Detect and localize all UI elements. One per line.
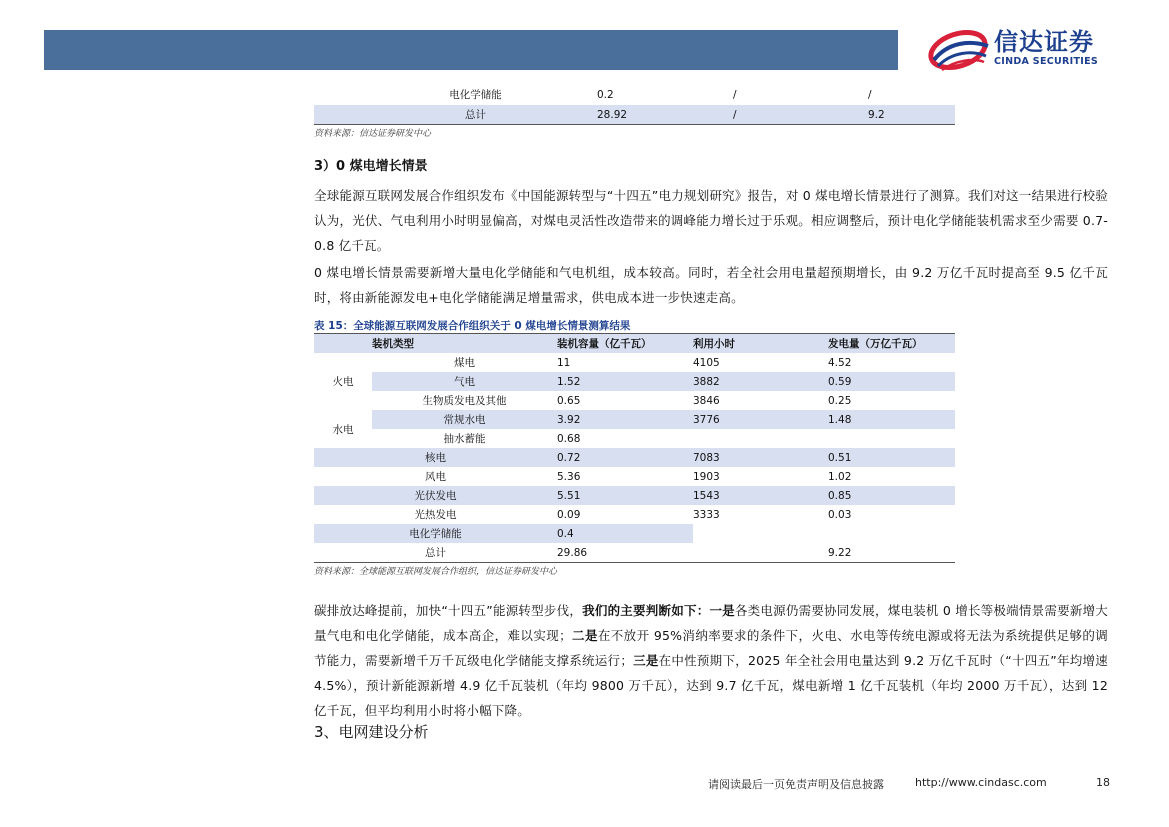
row-label: 生物质发电及其他 — [422, 395, 507, 407]
header-cell: 装机容量（亿千瓦） — [557, 338, 652, 350]
table-cell: 0.85 — [828, 489, 852, 502]
logo-en-text: CINDA SECURITIES — [994, 56, 1099, 67]
footer-url[interactable]: http://www.cindasc.com — [915, 776, 1047, 789]
table-cell: 0.09 — [557, 508, 581, 521]
table-cell: 4.52 — [828, 356, 852, 369]
table-row — [314, 543, 955, 563]
table-row — [314, 105, 955, 125]
table-cell: 3776 — [693, 413, 720, 426]
header-band — [44, 30, 898, 70]
table-cell: 1.48 — [828, 413, 852, 426]
row-label: 核电 — [425, 452, 446, 464]
header-cell-empty — [314, 334, 372, 354]
table-cell: 29.86 — [557, 546, 588, 559]
table-top — [314, 85, 1108, 139]
table-row — [314, 505, 955, 524]
conclusion-text: 在中性预期下，2025 年全社会用电量达到 9.2 万亿千瓦时（“十四五”年均增速 4.5%），预计新能源新增 4.9 亿千瓦装机（年均 9800 万千瓦），达到 9.7 亿千瓦，煤电新增 1 亿千瓦装机（年均 2000 万千瓦），达到 12 亿千瓦，但平均利用小时将小幅下降。 — [314, 653, 1108, 718]
row-label: 电化学储能 — [449, 89, 502, 101]
footer-disclaimer: 请阅读最后一页免责声明及信息披露 — [708, 778, 884, 791]
table-cell: 0.51 — [828, 451, 852, 464]
conclusion-paragraph — [314, 598, 1108, 723]
conclusion-text: 在不放开 95%消纳率要求的条件下，火电、水电等传统电源或将无法为系统提供足够的调节能力，需要新增千万千瓦级电化学储能支撑系统运行； — [314, 628, 1108, 668]
row-label: 光热发电 — [414, 509, 457, 521]
row-label: 总计 — [425, 547, 446, 559]
table-cell: 1543 — [693, 489, 720, 502]
row-label: 常规水电 — [443, 414, 486, 426]
page-number: 18 — [1096, 776, 1110, 789]
table-row — [314, 353, 955, 372]
group-label-fire: 火电 — [314, 353, 372, 410]
table-row — [314, 486, 955, 505]
table-cell: 0.59 — [828, 375, 852, 388]
table-cell: 7083 — [693, 451, 720, 464]
conclusion-bold: 我们的主要判断如下：一是 — [582, 603, 735, 618]
table-source: 资料来源：全球能源互联网发展合作组织，信达证券研发中心 — [314, 567, 558, 577]
table-cell — [693, 429, 828, 448]
row-label: 风电 — [425, 471, 446, 483]
conclusion-bold: 三是 — [633, 653, 659, 668]
header-cell: 发电量（万亿千瓦） — [828, 338, 923, 350]
table-row — [314, 448, 955, 467]
table-cell: 1903 — [693, 470, 720, 483]
conclusion-bold: 二是 — [571, 628, 598, 643]
table-cell: 11 — [557, 356, 571, 369]
table-cell: 9.2 — [868, 108, 885, 121]
table-row — [314, 429, 955, 448]
section-heading: 3）0 煤电增长情景 — [314, 159, 428, 174]
row-label: 抽水蓄能 — [443, 433, 486, 445]
table-cell: 3.92 — [557, 413, 581, 426]
group-label-water: 水电 — [314, 410, 372, 448]
table-cell: 0.65 — [557, 394, 581, 407]
conclusion-text: 碳排放达峰提前，加快“十四五”能源转型步伐， — [314, 603, 583, 618]
cinda-logo-icon — [928, 28, 992, 76]
row-label: 光伏发电 — [414, 490, 457, 502]
table-cell: 0.72 — [557, 451, 581, 464]
table-cell: 1.02 — [828, 470, 852, 483]
paragraph-1: 全球能源互联网发展合作组织发布《中国能源转型与“十四五”电力规划研究》报告，对 0 煤电增长情景进行了测算。我们对这一结果进行校验认为，光伏、气电利用小时明显偏高，对煤电灵活性改造带来的调峰能力增长过于乐观。相应调整后，预计电化学储能装机需求至少需要 0.7-0.8 亿千瓦。 — [314, 188, 1108, 253]
table-cell: 1.52 — [557, 375, 581, 388]
table-cell: 5.51 — [557, 489, 581, 502]
table-cell: 0.4 — [557, 527, 574, 540]
table-row — [314, 410, 955, 429]
header-cell: 利用小时 — [693, 338, 735, 350]
next-section-heading: 3、电网建设分析 — [314, 723, 429, 741]
table-row — [314, 372, 955, 391]
cinda-logo — [928, 28, 1138, 76]
table-cell: 3882 — [693, 375, 720, 388]
table-cell — [828, 524, 955, 543]
table-header-row — [314, 334, 955, 354]
table-cell — [693, 543, 828, 563]
table-cell: 3846 — [693, 394, 720, 407]
table-cell: 9.22 — [828, 546, 852, 559]
table-cell: / — [733, 108, 737, 121]
table-cell — [693, 524, 828, 543]
header-cell: 装机类型 — [372, 338, 414, 350]
table-cell: 3333 — [693, 508, 720, 521]
table-cell — [828, 429, 955, 448]
table-cell: 0.68 — [557, 432, 581, 445]
row-label: 总计 — [465, 109, 486, 121]
table-15 — [314, 333, 1108, 577]
table-cell: 28.92 — [597, 108, 628, 121]
table-row — [314, 467, 955, 486]
table-row — [314, 391, 955, 410]
table-cell: 4105 — [693, 356, 720, 369]
row-label: 煤电 — [454, 357, 475, 369]
table-cell: 0.03 — [828, 508, 852, 521]
conclusion-text: 各类电源仍需要协同发展，煤电装机 0 增长等极端情景需要新增大量气电和电化学储能，成本高企，难以实现； — [314, 603, 1109, 643]
logo-cn-text: 信达证券 — [994, 28, 1094, 56]
row-label: 气电 — [454, 376, 475, 388]
table-cell: 5.36 — [557, 470, 581, 483]
table-cell: 0.2 — [597, 88, 614, 101]
table-cell: 0.25 — [828, 394, 852, 407]
table-cell: / — [733, 88, 737, 101]
paragraph-2: 0 煤电增长情景需要新增大量电化学储能和气电机组，成本较高。同时，若全社会用电量超预期增长，由 9.2 万亿千瓦时提高至 9.5 亿千瓦时，将由新能源发电+电化学储能满足增量需求，供电成本进一步快速走高。 — [314, 265, 1108, 305]
table-source: 资料来源：信达证券研发中心 — [314, 129, 432, 139]
table-row — [314, 85, 955, 105]
table-row — [314, 524, 955, 543]
row-label: 电化学储能 — [409, 528, 462, 540]
table-cell: / — [868, 88, 872, 101]
table-15-title: 表 15：全球能源互联网发展合作组织关于 0 煤电增长情景测算结果 — [314, 320, 631, 332]
